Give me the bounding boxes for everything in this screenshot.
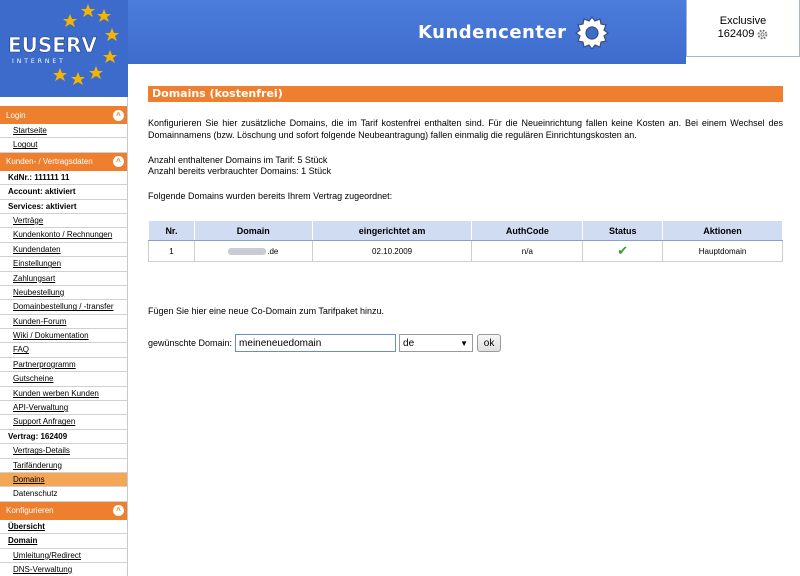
collapse-icon[interactable]: ^	[113, 156, 124, 167]
sidebar-item-support[interactable]: Support Anfragen	[0, 415, 127, 429]
sidebar-item-einstellungen[interactable]: Einstellungen	[0, 257, 127, 271]
intro-text: Konfigurieren Sie hier zusätzliche Domains, die im Tarif kostenfrei enthalten sind. Für die Neueinrichtung fallen keine Kosten an. Bei einem Wechsel des Domainnamens (bzw. Löschung und sofort folgende Neubeantragung) fallen einmalig die regulären Einrichtungskosten an.	[148, 118, 783, 140]
add-codomain-text: Fügen Sie hier eine neue Co-Domain zum Tarifpaket hinzu.	[148, 306, 384, 316]
sidebar-item-startseite[interactable]: Startseite	[0, 124, 127, 138]
checkmark-icon: ✔	[617, 243, 629, 258]
sidebar-item-logout[interactable]: Logout	[0, 138, 127, 152]
add-domain-form	[148, 334, 783, 352]
page-title: Domains (kostenfrei)	[148, 86, 783, 102]
col-header-date: eingerichtet am	[312, 221, 472, 241]
customer-number: KdNr.: 111111 11	[0, 171, 127, 185]
account-box	[686, 0, 800, 57]
sidebar-item-vertragsdetails[interactable]: Vertrags-Details	[0, 444, 127, 458]
sidebar-section-label: Kunden- / Vertragsdaten	[6, 157, 93, 167]
sidebar-item-kundenkonto[interactable]: Kundenkonto / Rechnungen	[0, 228, 127, 242]
cell-domain	[194, 241, 312, 262]
sidebar-item-datenschutz[interactable]: Datenschutz	[0, 487, 127, 501]
domain-counts	[148, 155, 783, 177]
sidebar-section-login[interactable]	[0, 106, 127, 124]
col-header-nr: Nr.	[149, 221, 195, 241]
sidebar-item-kwk[interactable]: Kunden werben Kunden	[0, 387, 127, 401]
header-title-area	[418, 10, 609, 54]
settings-gear-icon[interactable]	[757, 29, 768, 40]
domain-suffix: .de	[267, 246, 279, 256]
sidebar-item-faq[interactable]: FAQ	[0, 343, 127, 357]
ok-button[interactable]: ok	[477, 334, 501, 352]
sidebar-section-konfigurieren[interactable]	[0, 502, 127, 520]
col-header-authcode: AuthCode	[472, 221, 583, 241]
sidebar-item-tarif[interactable]: Tarifänderung	[0, 459, 127, 473]
chevron-down-icon: ▼	[460, 338, 469, 348]
col-header-domain: Domain	[194, 221, 312, 241]
contract-number: 162409	[717, 28, 755, 40]
contract-label: Vertrag: 162409	[0, 430, 127, 444]
sidebar-item-wiki[interactable]: Wiki / Dokumentation	[0, 329, 127, 343]
sidebar-item-api[interactable]: API-Verwaltung	[0, 401, 127, 415]
sidebar-section-label: Login	[6, 110, 26, 120]
collapse-icon[interactable]: ^	[113, 110, 124, 121]
cell-date: 02.10.2009	[312, 241, 472, 262]
col-header-status: Status	[583, 221, 663, 241]
sidebar-section-label: Konfigurieren	[6, 506, 54, 516]
collapse-icon[interactable]: ^	[113, 505, 124, 516]
sidebar-item-gutscheine[interactable]: Gutscheine	[0, 372, 127, 386]
gear-icon	[575, 15, 609, 49]
tld-selected-value: de	[403, 337, 415, 349]
col-header-actions: Aktionen	[663, 221, 783, 241]
domain-field-label: gewünschte Domain:	[148, 338, 233, 348]
sidebar-item-forum[interactable]: Kunden-Forum	[0, 315, 127, 329]
sidebar-item-umleitung[interactable]: Umleitung/Redirect	[0, 549, 127, 563]
count-included: Anzahl enthaltener Domains im Tarif: 5 Stück	[148, 155, 328, 165]
sidebar-item-dns[interactable]: DNS-Verwaltung	[0, 563, 127, 576]
tld-select[interactable]	[399, 334, 473, 352]
sidebar-item-neubestellung[interactable]: Neubestellung	[0, 286, 127, 300]
redacted-domain	[228, 248, 266, 255]
cell-authcode: n/a	[472, 241, 583, 262]
sidebar-item-domainbestellung[interactable]: Domainbestellung / -transfer	[0, 300, 127, 314]
euserv-logo[interactable]	[0, 0, 128, 97]
sidebar-item-domain[interactable]: Domain	[0, 534, 127, 548]
contract-row	[718, 28, 769, 41]
logo-subtext: INTERNET	[12, 58, 66, 65]
sidebar	[0, 97, 128, 576]
sidebar-item-vertraege[interactable]: Verträge	[0, 214, 127, 228]
cell-status	[583, 241, 663, 262]
cell-action: Hauptdomain	[663, 241, 783, 262]
logo-text: EUSERV	[8, 33, 97, 57]
sidebar-item-kundendaten[interactable]: Kundendaten	[0, 243, 127, 257]
table-row	[149, 241, 783, 262]
header-title: Kundencenter	[418, 21, 567, 43]
table-header-row	[149, 221, 783, 241]
main-content	[148, 86, 783, 352]
cell-nr: 1	[149, 241, 195, 262]
domains-table	[148, 220, 783, 262]
plan-name: Exclusive	[719, 15, 767, 27]
sidebar-item-partner[interactable]: Partnerprogramm	[0, 358, 127, 372]
count-used: Anzahl bereits verbrauchter Domains: 1 Stück	[148, 166, 332, 176]
domain-input[interactable]	[235, 334, 396, 352]
sidebar-item-zahlungsart[interactable]: Zahlungsart	[0, 272, 127, 286]
assigned-text: Folgende Domains wurden bereits Ihrem Vertrag zugeordnet:	[148, 191, 393, 201]
account-status: Account: aktiviert	[0, 185, 127, 199]
sidebar-section-kunden[interactable]	[0, 153, 127, 171]
sidebar-item-uebersicht[interactable]: Übersicht	[0, 520, 127, 534]
header	[0, 0, 800, 97]
sidebar-item-domains[interactable]: Domains	[0, 473, 127, 487]
services-status: Services: aktiviert	[0, 200, 127, 214]
